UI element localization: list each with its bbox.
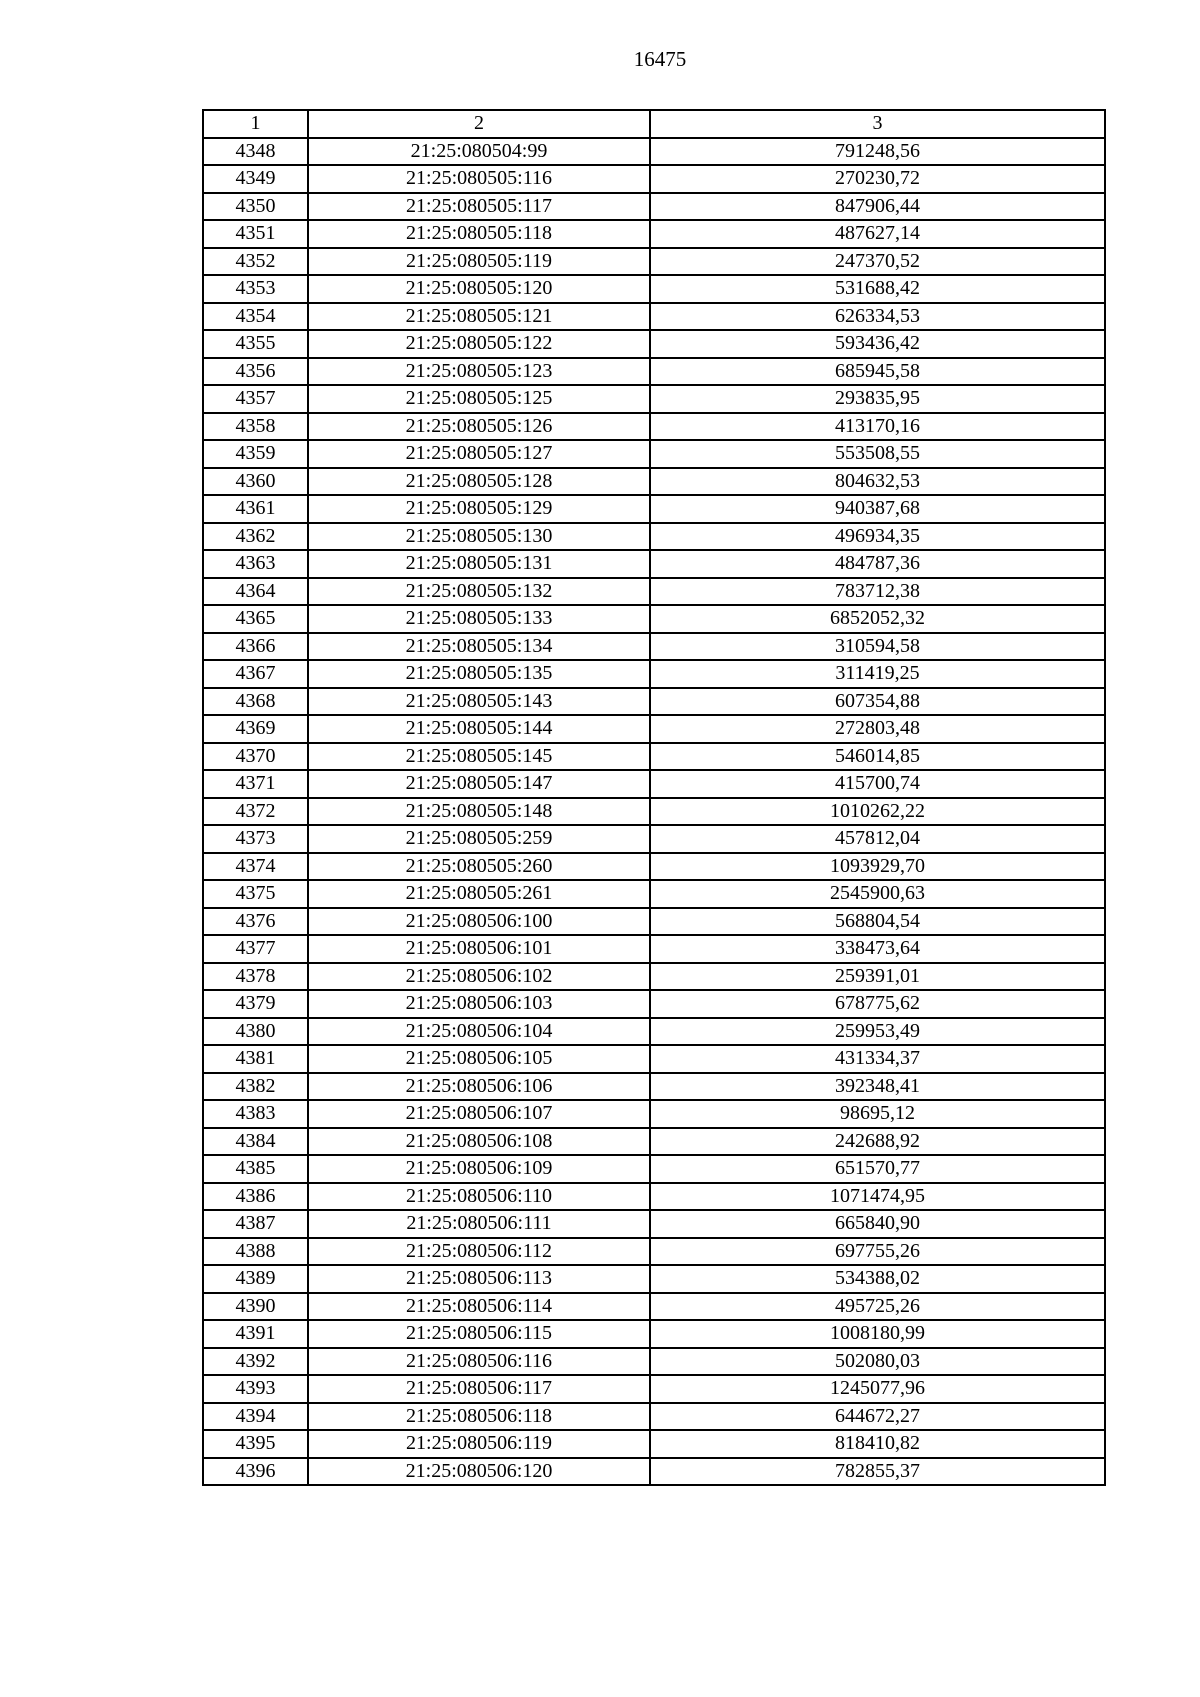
cadastral-value-cell: 242688,92 — [650, 1128, 1105, 1156]
cadastral-value-cell: 487627,14 — [650, 220, 1105, 248]
cadastral-value-cell: 457812,04 — [650, 825, 1105, 853]
table-row — [203, 495, 1105, 523]
table-row — [203, 1018, 1105, 1046]
cadastral-number-cell: 21:25:080506:112 — [308, 1238, 650, 1266]
cadastral-value-cell: 2545900,63 — [650, 880, 1105, 908]
cadastral-value-cell: 626334,53 — [650, 303, 1105, 331]
cadastral-value-cell: 311419,25 — [650, 660, 1105, 688]
row-number-cell: 4391 — [203, 1320, 308, 1348]
cadastral-number-cell: 21:25:080505:131 — [308, 550, 650, 578]
row-number-cell: 4352 — [203, 248, 308, 276]
row-number-cell: 4388 — [203, 1238, 308, 1266]
cadastral-number-cell: 21:25:080505:118 — [308, 220, 650, 248]
table-row — [203, 1320, 1105, 1348]
table-row — [203, 1430, 1105, 1458]
table-row — [203, 853, 1105, 881]
cadastral-value-cell: 940387,68 — [650, 495, 1105, 523]
cadastral-value-cell: 496934,35 — [650, 523, 1105, 551]
table-row — [203, 633, 1105, 661]
cadastral-number-cell: 21:25:080506:119 — [308, 1430, 650, 1458]
cadastral-value-cell: 607354,88 — [650, 688, 1105, 716]
cadastral-value-cell: 782855,37 — [650, 1458, 1105, 1486]
cadastral-value-cell: 338473,64 — [650, 935, 1105, 963]
cadastral-number-cell: 21:25:080505:129 — [308, 495, 650, 523]
cadastral-number-cell: 21:25:080505:126 — [308, 413, 650, 441]
table-row — [203, 1100, 1105, 1128]
cadastral-number-cell: 21:25:080506:108 — [308, 1128, 650, 1156]
row-number-cell: 4367 — [203, 660, 308, 688]
cadastral-number-cell: 21:25:080506:120 — [308, 1458, 650, 1486]
table-row — [203, 963, 1105, 991]
cadastral-value-cell: 685945,58 — [650, 358, 1105, 386]
cadastral-number-cell: 21:25:080506:106 — [308, 1073, 650, 1101]
table-row — [203, 550, 1105, 578]
cadastral-value-cell: 6852052,32 — [650, 605, 1105, 633]
table-row — [203, 303, 1105, 331]
cadastral-number-cell: 21:25:080506:114 — [308, 1293, 650, 1321]
row-number-cell: 4353 — [203, 275, 308, 303]
cadastral-value-cell: 484787,36 — [650, 550, 1105, 578]
cadastral-number-cell: 21:25:080505:125 — [308, 385, 650, 413]
row-number-cell: 4356 — [203, 358, 308, 386]
cadastral-number-cell: 21:25:080505:147 — [308, 770, 650, 798]
cadastral-number-cell: 21:25:080505:130 — [308, 523, 650, 551]
table-row — [203, 1348, 1105, 1376]
table-row — [203, 1155, 1105, 1183]
row-number-cell: 4387 — [203, 1210, 308, 1238]
row-number-cell: 4374 — [203, 853, 308, 881]
row-number-cell: 4373 — [203, 825, 308, 853]
cadastral-value-cell: 495725,26 — [650, 1293, 1105, 1321]
cadastral-number-cell: 21:25:080504:99 — [308, 138, 650, 166]
row-number-cell: 4348 — [203, 138, 308, 166]
cadastral-number-cell: 21:25:080505:260 — [308, 853, 650, 881]
cadastral-value-cell: 247370,52 — [650, 248, 1105, 276]
cadastral-value-cell: 818410,82 — [650, 1430, 1105, 1458]
table-row — [203, 440, 1105, 468]
cadastral-value-cell: 678775,62 — [650, 990, 1105, 1018]
column-header-3: 3 — [650, 110, 1105, 138]
row-number-cell: 4379 — [203, 990, 308, 1018]
table-body — [203, 138, 1105, 1486]
table-row — [203, 743, 1105, 771]
table-row — [203, 330, 1105, 358]
cadastral-value-cell: 502080,03 — [650, 1348, 1105, 1376]
cadastral-value-cell: 791248,56 — [650, 138, 1105, 166]
row-number-cell: 4378 — [203, 963, 308, 991]
table-row — [203, 578, 1105, 606]
row-number-cell: 4360 — [203, 468, 308, 496]
cadastral-number-cell: 21:25:080505:145 — [308, 743, 650, 771]
cadastral-value-cell: 431334,37 — [650, 1045, 1105, 1073]
cadastral-value-cell: 553508,55 — [650, 440, 1105, 468]
cadastral-number-cell: 21:25:080505:117 — [308, 193, 650, 221]
table-row — [203, 688, 1105, 716]
row-number-cell: 4393 — [203, 1375, 308, 1403]
cadastral-value-cell: 272803,48 — [650, 715, 1105, 743]
cadastral-value-cell: 98695,12 — [650, 1100, 1105, 1128]
table-row — [203, 1210, 1105, 1238]
cadastral-number-cell: 21:25:080506:113 — [308, 1265, 650, 1293]
row-number-cell: 4394 — [203, 1403, 308, 1431]
row-number-cell: 4357 — [203, 385, 308, 413]
row-number-cell: 4366 — [203, 633, 308, 661]
table-row — [203, 1403, 1105, 1431]
cadastral-number-cell: 21:25:080506:100 — [308, 908, 650, 936]
cadastral-value-cell: 546014,85 — [650, 743, 1105, 771]
cadastral-value-cell: 644672,27 — [650, 1403, 1105, 1431]
cadastral-number-cell: 21:25:080505:123 — [308, 358, 650, 386]
cadastral-value-cell: 415700,74 — [650, 770, 1105, 798]
cadastral-value-cell: 568804,54 — [650, 908, 1105, 936]
cadastral-value-cell: 259953,49 — [650, 1018, 1105, 1046]
page-number: 16475 — [633, 47, 687, 71]
cadastral-value-table — [202, 109, 1106, 1486]
row-number-cell: 4364 — [203, 578, 308, 606]
row-number-cell: 4390 — [203, 1293, 308, 1321]
row-number-cell: 4377 — [203, 935, 308, 963]
table-row — [203, 138, 1105, 166]
cadastral-number-cell: 21:25:080506:118 — [308, 1403, 650, 1431]
row-number-cell: 4375 — [203, 880, 308, 908]
cadastral-number-cell: 21:25:080506:104 — [308, 1018, 650, 1046]
cadastral-value-cell: 293835,95 — [650, 385, 1105, 413]
cadastral-value-cell: 697755,26 — [650, 1238, 1105, 1266]
row-number-cell: 4361 — [203, 495, 308, 523]
row-number-cell: 4358 — [203, 413, 308, 441]
table-row — [203, 385, 1105, 413]
cadastral-number-cell: 21:25:080505:143 — [308, 688, 650, 716]
table-row — [203, 1045, 1105, 1073]
column-header-2: 2 — [308, 110, 650, 138]
table-row — [203, 990, 1105, 1018]
table-row — [203, 605, 1105, 633]
cadastral-number-cell: 21:25:080505:261 — [308, 880, 650, 908]
row-number-cell: 4368 — [203, 688, 308, 716]
cadastral-value-cell: 270230,72 — [650, 165, 1105, 193]
table-row — [203, 908, 1105, 936]
row-number-cell: 4380 — [203, 1018, 308, 1046]
cadastral-number-cell: 21:25:080506:101 — [308, 935, 650, 963]
cadastral-number-cell: 21:25:080506:103 — [308, 990, 650, 1018]
cadastral-value-cell: 1093929,70 — [650, 853, 1105, 881]
row-number-cell: 4359 — [203, 440, 308, 468]
row-number-cell: 4371 — [203, 770, 308, 798]
table-row — [203, 248, 1105, 276]
table-row — [203, 165, 1105, 193]
header-row — [203, 110, 1105, 138]
cadastral-number-cell: 21:25:080506:111 — [308, 1210, 650, 1238]
cadastral-number-cell: 21:25:080505:144 — [308, 715, 650, 743]
table-row — [203, 880, 1105, 908]
cadastral-number-cell: 21:25:080505:133 — [308, 605, 650, 633]
table-row — [203, 413, 1105, 441]
table-row — [203, 193, 1105, 221]
cadastral-number-cell: 21:25:080505:134 — [308, 633, 650, 661]
cadastral-number-cell: 21:25:080505:120 — [308, 275, 650, 303]
table-row — [203, 1375, 1105, 1403]
row-number-cell: 4389 — [203, 1265, 308, 1293]
cadastral-number-cell: 21:25:080506:107 — [308, 1100, 650, 1128]
row-number-cell: 4386 — [203, 1183, 308, 1211]
table-row — [203, 523, 1105, 551]
cadastral-number-cell: 21:25:080506:116 — [308, 1348, 650, 1376]
table-row — [203, 1238, 1105, 1266]
cadastral-value-cell: 259391,01 — [650, 963, 1105, 991]
cadastral-value-cell: 1245077,96 — [650, 1375, 1105, 1403]
table-row — [203, 1293, 1105, 1321]
cadastral-number-cell: 21:25:080505:148 — [308, 798, 650, 826]
cadastral-value-cell: 783712,38 — [650, 578, 1105, 606]
row-number-cell: 4396 — [203, 1458, 308, 1486]
table-row — [203, 1183, 1105, 1211]
cadastral-value-cell: 413170,16 — [650, 413, 1105, 441]
table-row — [203, 468, 1105, 496]
row-number-cell: 4392 — [203, 1348, 308, 1376]
table-row — [203, 825, 1105, 853]
table-row — [203, 1265, 1105, 1293]
row-number-cell: 4370 — [203, 743, 308, 771]
row-number-cell: 4395 — [203, 1430, 308, 1458]
row-number-cell: 4365 — [203, 605, 308, 633]
table-row — [203, 275, 1105, 303]
table-row — [203, 1073, 1105, 1101]
cadastral-value-cell: 310594,58 — [650, 633, 1105, 661]
table-row — [203, 358, 1105, 386]
cadastral-number-cell: 21:25:080505:132 — [308, 578, 650, 606]
row-number-cell: 4354 — [203, 303, 308, 331]
cadastral-value-cell: 534388,02 — [650, 1265, 1105, 1293]
row-number-cell: 4369 — [203, 715, 308, 743]
cadastral-value-cell: 847906,44 — [650, 193, 1105, 221]
row-number-cell: 4349 — [203, 165, 308, 193]
cadastral-number-cell: 21:25:080506:110 — [308, 1183, 650, 1211]
cadastral-value-cell: 392348,41 — [650, 1073, 1105, 1101]
row-number-cell: 4355 — [203, 330, 308, 358]
row-number-cell: 4363 — [203, 550, 308, 578]
row-number-cell: 4350 — [203, 193, 308, 221]
cadastral-number-cell: 21:25:080505:122 — [308, 330, 650, 358]
table-row — [203, 770, 1105, 798]
cadastral-number-cell: 21:25:080506:102 — [308, 963, 650, 991]
table-row — [203, 220, 1105, 248]
row-number-cell: 4383 — [203, 1100, 308, 1128]
cadastral-number-cell: 21:25:080505:127 — [308, 440, 650, 468]
table-header — [203, 110, 1105, 138]
column-header-1: 1 — [203, 110, 308, 138]
cadastral-value-cell: 1008180,99 — [650, 1320, 1105, 1348]
row-number-cell: 4384 — [203, 1128, 308, 1156]
cadastral-number-cell: 21:25:080506:115 — [308, 1320, 650, 1348]
table-row — [203, 1458, 1105, 1486]
cadastral-value-cell: 665840,90 — [650, 1210, 1105, 1238]
cadastral-value-cell: 804632,53 — [650, 468, 1105, 496]
cadastral-number-cell: 21:25:080506:105 — [308, 1045, 650, 1073]
row-number-cell: 4351 — [203, 220, 308, 248]
table-row — [203, 715, 1105, 743]
table-row — [203, 935, 1105, 963]
cadastral-number-cell: 21:25:080505:119 — [308, 248, 650, 276]
cadastral-number-cell: 21:25:080505:128 — [308, 468, 650, 496]
cadastral-value-cell: 651570,77 — [650, 1155, 1105, 1183]
row-number-cell: 4372 — [203, 798, 308, 826]
cadastral-value-cell: 1071474,95 — [650, 1183, 1105, 1211]
table-row — [203, 1128, 1105, 1156]
cadastral-number-cell: 21:25:080506:117 — [308, 1375, 650, 1403]
cadastral-number-cell: 21:25:080505:259 — [308, 825, 650, 853]
cadastral-number-cell: 21:25:080506:109 — [308, 1155, 650, 1183]
row-number-cell: 4362 — [203, 523, 308, 551]
cadastral-value-cell: 531688,42 — [650, 275, 1105, 303]
cadastral-number-cell: 21:25:080505:121 — [308, 303, 650, 331]
row-number-cell: 4382 — [203, 1073, 308, 1101]
cadastral-number-cell: 21:25:080505:116 — [308, 165, 650, 193]
row-number-cell: 4376 — [203, 908, 308, 936]
cadastral-value-cell: 593436,42 — [650, 330, 1105, 358]
row-number-cell: 4381 — [203, 1045, 308, 1073]
table-row — [203, 798, 1105, 826]
table-row — [203, 660, 1105, 688]
cadastral-value-cell: 1010262,22 — [650, 798, 1105, 826]
row-number-cell: 4385 — [203, 1155, 308, 1183]
cadastral-number-cell: 21:25:080505:135 — [308, 660, 650, 688]
